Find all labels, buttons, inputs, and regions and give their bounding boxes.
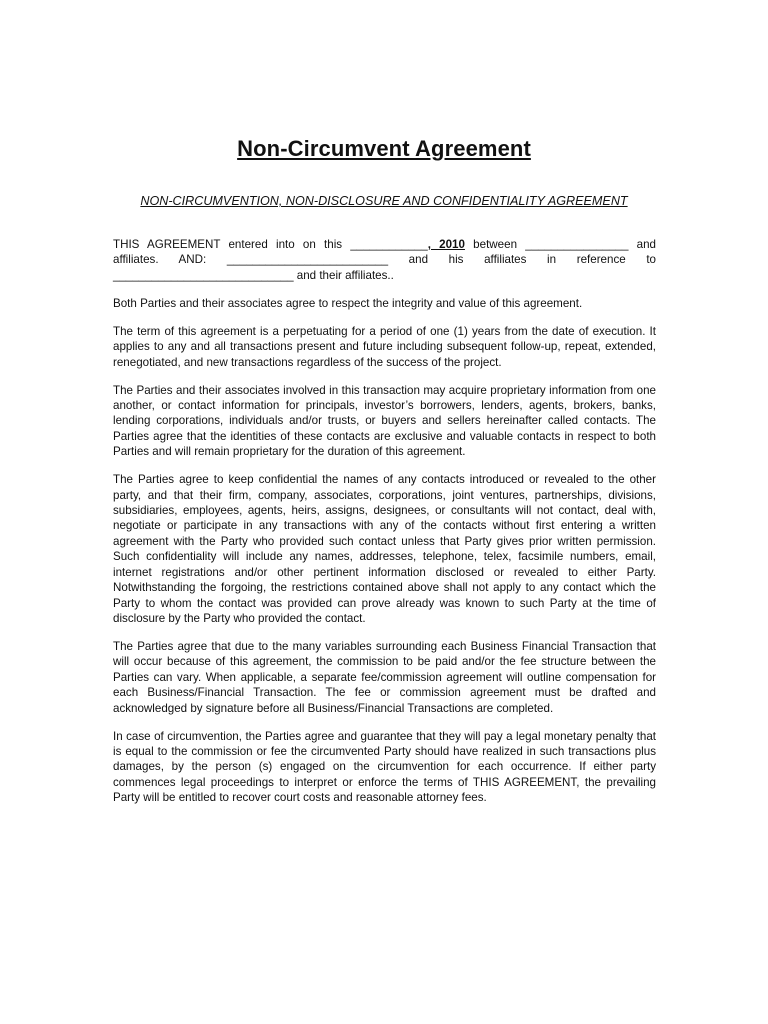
document-subtitle: NON-CIRCUMVENTION, NON-DISCLOSURE AND CONFIDENTIALITY AGREEMENT [140, 194, 628, 208]
paragraph-proprietary-contacts: The Parties and their associates involved in this transaction may acquire proprietary information from one another, or contact information for principals, investor’s borrowers, lenders, agents, brokers, banks, lending corporations, individuals and/or trusts, or buyers and sellers hereinafter called contacts. The Parties agree that the identities of these contacts are exclusive and valuable contacts in respect to both Parties and will remain proprietary for the duration of this agreement. [113, 383, 656, 459]
paragraph-respect: Both Parties and their associates agree to respect the integrity and value of this agreement. [113, 296, 583, 310]
agreement-year: , 2010 [427, 238, 465, 251]
intro-line-2: affiliates. AND: _________________________ and his affiliates in reference to [113, 253, 656, 267]
intro-line-1 [113, 237, 656, 252]
intro-line-3: ____________________________ and their affiliates.. [113, 268, 394, 282]
document-title: Non-Circumvent Agreement [237, 136, 531, 161]
paragraph-commission: The Parties agree that due to the many variables surrounding each Business Financial Transaction that will occur because of this agreement, the commission to be paid and/or the fee structure between the Parties can vary. When applicable, a separate fee/commission agreement will outline compensation for each Business/Financial Transaction. The fee or commission agreement must be drafted and acknowledged by signature before all Business/Financial Transactions are completed. [113, 639, 656, 715]
intro-line-1-end: between ________________ and [464, 238, 656, 251]
document-body [113, 237, 656, 818]
paragraph-confidentiality: The Parties agree to keep confidential the names of any contacts introduced or revealed to the other party, and that their firm, company, associates, corporations, joint ventures, partnerships, divisions, subsidiaries, employees, agents, heirs, assigns, designees, or consultants will not contact, deal with, negotiate or participate in any transactions with any of the contacts without first entering a written agreement with the Party who provided such contact unless that Party gives prior written permission. Such confidentiality will include any names, addresses, telephone, telex, facsimile numbers, email, internet registrations and/or other pertinent information disclosed or revealed to either Party. Notwithstanding the forgoing, the restrictions contained above shall not apply to any contact which the Party to whom the contact was provided can prove already was known to such Party at the time of disclosure by the Party who provided the contact. [113, 473, 656, 625]
paragraph-term: The term of this agreement is a perpetuating for a period of one (1) years from the date of execution. It applies to any and all transactions present and future including subsequent follow-up, repeat, extended, renegotiated, and new transactions regardless of the success of the project. [113, 324, 656, 369]
paragraph-circumvention-penalty: In case of circumvention, the Parties agree and guarantee that they will pay a legal monetary penalty that is equal to the commission or fee the circumvented Party should have realized in such transactions plus damages, by the person (s) engaged on the circumvention for each occurrence. If either party commences legal proceedings to interpret or enforce the terms of THIS AGREEMENT, the prevailing Party will be entitled to recover court costs and reasonable attorney fees. [113, 729, 656, 805]
intro-paragraph [113, 237, 656, 283]
intro-line-1-start: THIS AGREEMENT entered into on this ____________ [113, 238, 428, 251]
